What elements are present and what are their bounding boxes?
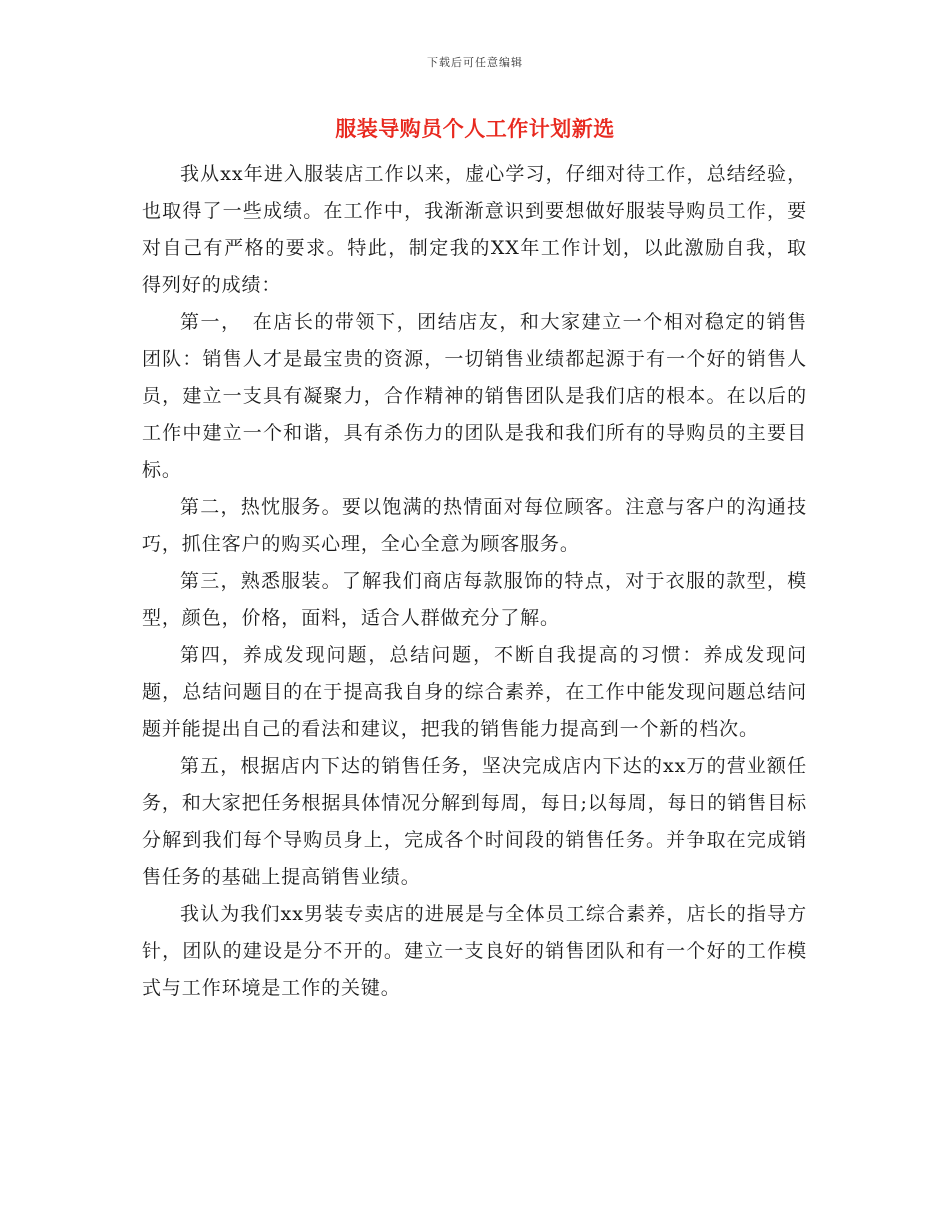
paragraph-first: 第一， 在店长的带领下，团结店友，和大家建立一个相对稳定的销售团队：销售人才是最宝贵的资源，一切销售业绩都起源于有一个好的销售人员，建立一支具有凝聚力，合作精神的销售团队是我们店的根本。在以后的工作中建立一个和谐，具有杀伤力的团队是我和我们所有的导购员的主要目标。 [142,311,807,481]
paragraph-fifth: 第五，根据店内下达的销售任务，坚决完成店内下达的xx万的营业额任务，和大家把任务根据具体情况分解到每周，每日;以每周，每日的销售目标分解到我们每个导购员身上，完成各个时间段的销售任务。并争取在完成销售任务的基础上提高销售业绩。 [142,755,807,888]
paragraph-second: 第二，热忱服务。要以饱满的热情面对每位顾客。注意与客户的沟通技巧，抓住客户的购买心理，全心全意为顾客服务。 [142,496,807,555]
paragraph-third: 第三，熟悉服装。了解我们商店每款服饰的特点，对于衣服的款型，模型，颜色，价格，面料，适合人群做充分了解。 [142,570,807,629]
paragraph-conclusion: 我认为我们xx男装专卖店的进展是与全体员工综合素养，店长的指导方针，团队的建设是分不开的。建立一支良好的销售团队和有一个好的工作模式与工作环境是工作的关键。 [142,903,807,999]
document-body [142,156,807,1007]
paragraph-fourth: 第四，养成发现问题，总结问题，不断自我提高的习惯：养成发现问题，总结问题目的在于提高我自身的综合素养，在工作中能发现问题总结问题并能提出自己的看法和建议，把我的销售能力提高到一个新的档次。 [142,644,807,740]
header-note: 下载后可任意编辑 [427,56,523,69]
paragraph-intro: 我从xx年进入服装店工作以来，虚心学习，仔细对待工作，总结经验，也取得了一些成绩。在工作中，我渐渐意识到要想做好服装导购员工作，要对自己有严格的要求。特此，制定我的XX年工作计划，以此激励自我，取得列好的成绩： [142,163,807,296]
document-title: 服装导购员个人工作计划新选 [335,116,615,141]
